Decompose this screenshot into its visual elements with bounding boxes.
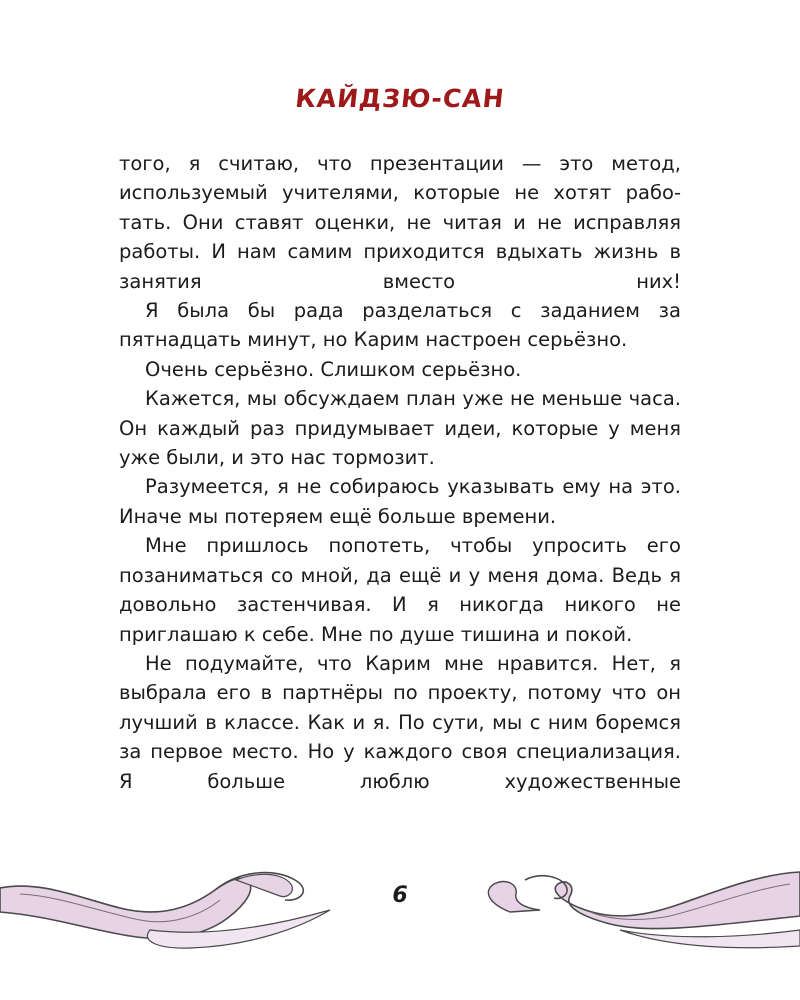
running-header: КАЙДЗЮ-САН xyxy=(293,84,507,113)
paragraph-7: Не подумайте, что Карим мне нравится. Нет, я выбрала его в партнёры по проекту, потому что он лучший в классе. Как и я. По сути, мы с ним боремся за первое место. Но у каждого своя специализация. Я больше люблю художественные xyxy=(119,651,681,793)
paragraph-1: того, я считаю, что презентации — это метод, используемый учителями, которые не хотят рабо-тать. Они ставят оценки, не читая и не исправляя работы. И нам самим приходится вдыхать жизнь в занятия вместо них! xyxy=(119,152,681,293)
page-text xyxy=(119,149,681,796)
paragraph-6: Мне пришлось попотеть, чтобы упросить его позаниматься со мной, да ещё и у меня дома. Ведь я довольно застенчивая. И я никогда никого не приглашаю к себе. Мне по душе тишина и покой. xyxy=(119,534,681,646)
page-number: 6 xyxy=(392,883,408,908)
paragraph-3: Очень серьёзно. Слишком серьёзно. xyxy=(145,357,522,381)
paragraph-4: Кажется, мы обсуждаем план уже не меньше часа. Он каждый раз придумывает идеи, которые у меня уже были, и это нас тормозит. xyxy=(119,387,681,470)
paragraph-5: Разумеется, я не собираюсь указывать ему на это. Иначе мы потеряем ещё больше времени. xyxy=(119,475,681,528)
right-ribbon-ornament xyxy=(450,850,800,960)
paragraph-2: Я была бы рада разделаться с заданием за пятнадцать минут, но Карим настроен серьёзно. xyxy=(119,299,681,352)
